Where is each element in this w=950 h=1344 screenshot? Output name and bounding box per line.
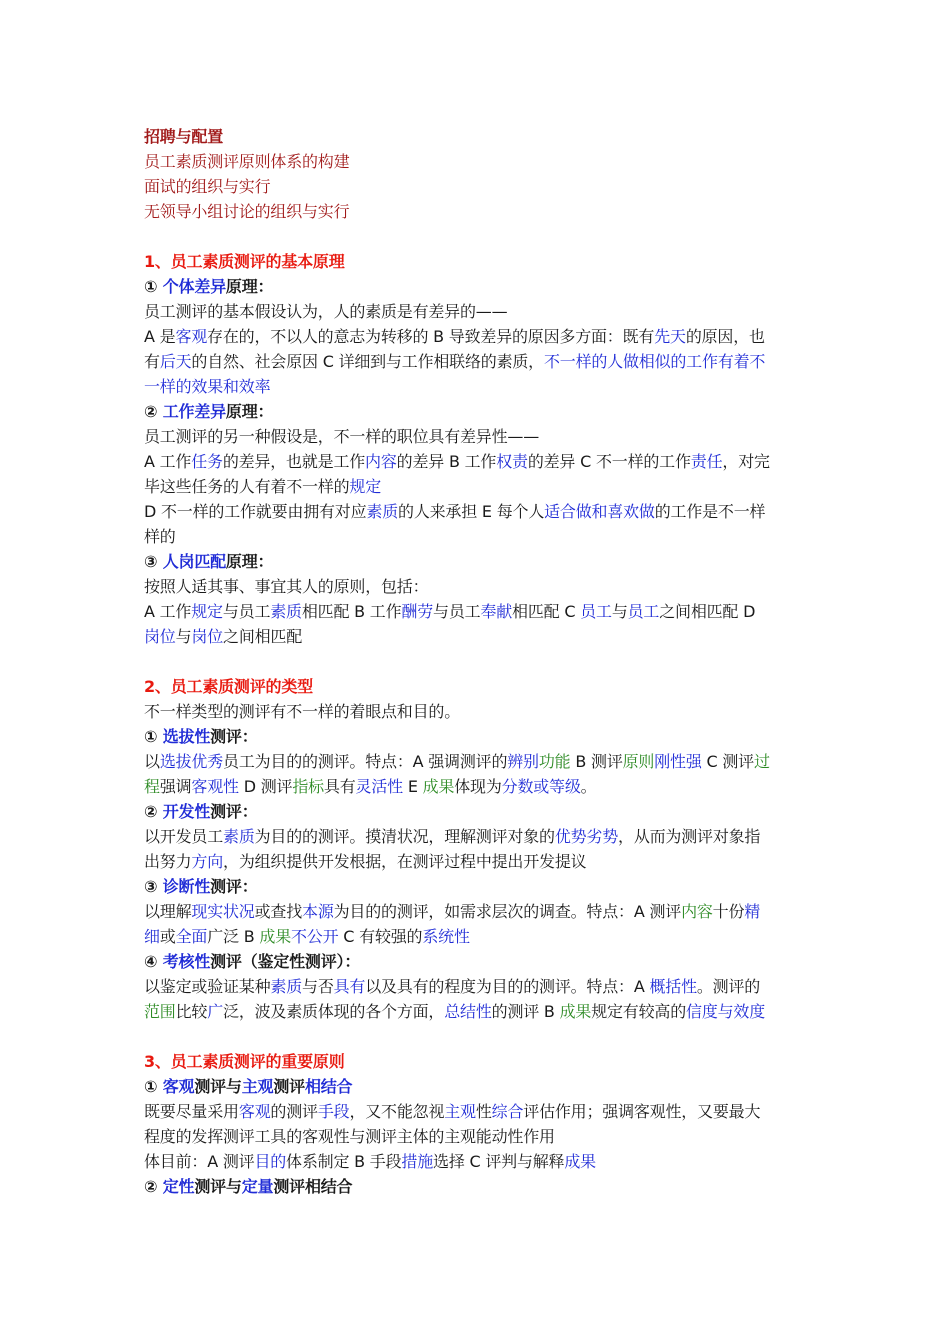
keyword-blue: 任务 bbox=[191, 452, 223, 471]
text-segment: 测评与 bbox=[194, 1177, 242, 1196]
text-line bbox=[144, 449, 812, 474]
text-segment: 。测评的 bbox=[696, 977, 761, 996]
text-segment: C 测评 bbox=[701, 752, 754, 771]
text-segment: 毕这些任务的人有着不一样的 bbox=[144, 477, 350, 496]
text-segment: 测评 bbox=[273, 1077, 305, 1096]
keyword-blue: 适合做和喜欢做 bbox=[544, 502, 655, 521]
text-segment: 的原因，也 bbox=[685, 327, 765, 346]
text-segment: 广泛 B bbox=[207, 927, 260, 946]
text-segment: 的差异，也就是工作 bbox=[222, 452, 366, 471]
keyword-blue: 分数或等级 bbox=[501, 777, 581, 796]
text-segment: ② bbox=[144, 402, 163, 421]
keyword-blue: 细 bbox=[144, 927, 160, 946]
keyword-blue: 具有 bbox=[333, 977, 366, 996]
section-heading: 2、员工素质测评的类型 bbox=[144, 677, 313, 696]
text-segment: ，从而为测评对象指 bbox=[618, 827, 761, 846]
toc-item: 无领导小组讨论的组织与实行 bbox=[144, 202, 350, 221]
keyword-blue: 先天 bbox=[654, 327, 686, 346]
text-segment: 的工作是不一样 bbox=[654, 502, 766, 521]
keyword-green: 原则 bbox=[622, 752, 655, 771]
text-line bbox=[144, 724, 812, 749]
text-segment: 的测评 B bbox=[491, 1002, 560, 1021]
text-segment: 员工为目的的测评。特点：A 强调测评的 bbox=[223, 752, 508, 771]
text-segment: 测评相结合 bbox=[273, 1177, 353, 1196]
text-segment: 员工测评的另一种假设是，不一样的职位具有差异性—— bbox=[144, 427, 540, 446]
keyword-blue: 主观 bbox=[444, 1102, 476, 1121]
text-segment: ，对完 bbox=[722, 452, 770, 471]
text-segment: 既要尽量采用 bbox=[144, 1102, 239, 1121]
keyword-blue: 辨别 bbox=[507, 752, 539, 771]
keyword-blue: 广 bbox=[207, 1002, 224, 1021]
text-segment: 的自然、社会原因 C 详细到与工作相联络的素质， bbox=[191, 352, 544, 371]
keyword-green: 功能 bbox=[538, 752, 571, 771]
keyword-green: 成果 bbox=[559, 1002, 592, 1021]
text-segment: 按照人适其事、事宜其人的原则，包括： bbox=[144, 577, 429, 596]
text-segment: A 工作 bbox=[144, 452, 192, 471]
text-line bbox=[144, 949, 812, 974]
text-segment: 存在的，不以人的意志为转移的 B 导致差异的原因多方面：既有 bbox=[207, 327, 655, 346]
text-segment: D 测评 bbox=[238, 777, 293, 796]
section-heading: 3、员工素质测评的重要原则 bbox=[144, 1052, 345, 1071]
text-segment: A 工作 bbox=[144, 602, 192, 621]
keyword-blue: 主观 bbox=[241, 1077, 274, 1096]
text-segment: 之间相匹配 bbox=[223, 627, 303, 646]
text-segment: 以理解 bbox=[144, 902, 192, 921]
keyword-blue: 素质 bbox=[366, 502, 399, 521]
keyword-blue: 岗位 bbox=[144, 627, 176, 646]
keyword-blue: 方向 bbox=[191, 852, 224, 871]
keyword-blue: 成果 bbox=[564, 1152, 596, 1171]
text-line bbox=[144, 599, 812, 624]
text-segment: 规定有较高的 bbox=[591, 1002, 687, 1021]
keyword-blue: 概括性 bbox=[649, 977, 697, 996]
text-segment: 原理： bbox=[225, 402, 274, 421]
text-line bbox=[144, 549, 812, 574]
text-segment: 以鉴定或验证某种 bbox=[144, 977, 271, 996]
text-line bbox=[144, 374, 812, 399]
keyword-blue: 不公开 bbox=[291, 927, 339, 946]
text-segment: 与员工 bbox=[433, 602, 481, 621]
text-line bbox=[144, 874, 812, 899]
text-segment: 为目的的测评。摸清状况，理解测评对象的 bbox=[254, 827, 555, 846]
keyword-blue: 个体差异 bbox=[162, 277, 226, 296]
keyword-blue: 奉献 bbox=[480, 602, 513, 621]
text-segment: 相匹配 B 工作 bbox=[301, 602, 402, 621]
text-segment: 测评： bbox=[210, 727, 258, 746]
text-line bbox=[144, 624, 812, 649]
text-segment: 原理： bbox=[225, 552, 274, 571]
keyword-blue: 定量 bbox=[241, 1177, 274, 1196]
text-segment: 与 bbox=[611, 602, 628, 621]
text-segment: ，为组织提供开发根据，在测评过程中提出开发提议 bbox=[223, 852, 587, 871]
keyword-blue: 工作差异 bbox=[162, 402, 226, 421]
keyword-blue: 规定 bbox=[349, 477, 382, 496]
keyword-blue: 目的 bbox=[254, 1152, 287, 1171]
keyword-blue: 选拔性 bbox=[162, 727, 211, 746]
keyword-blue: 优势劣势 bbox=[554, 827, 619, 846]
text-segment: 测评： bbox=[210, 802, 258, 821]
text-segment: 体目前：A 测评 bbox=[144, 1152, 255, 1171]
keyword-blue: 后天 bbox=[159, 352, 192, 371]
text-line bbox=[144, 1074, 812, 1099]
toc-title: 招聘与配置 bbox=[144, 127, 224, 146]
text-segment: 的差异 B 工作 bbox=[396, 452, 497, 471]
keyword-blue: 不一样的人做相似的工作有着不 bbox=[543, 352, 766, 371]
keyword-blue: 总结性 bbox=[444, 1002, 492, 1021]
text-segment: 员工测评的基本假设认为，人的素质是有差异的—— bbox=[144, 302, 508, 321]
keyword-green: 成果 bbox=[422, 777, 455, 796]
text-line bbox=[144, 1149, 812, 1174]
keyword-blue: 诊断性 bbox=[162, 877, 211, 896]
keyword-blue: 本源 bbox=[302, 902, 334, 921]
text-line bbox=[144, 999, 812, 1024]
text-line bbox=[144, 524, 812, 549]
text-line bbox=[144, 974, 812, 999]
section-heading: 1、员工素质测评的基本原理 bbox=[144, 252, 345, 271]
text-segment: 十份 bbox=[712, 902, 745, 921]
text-line bbox=[144, 849, 812, 874]
keyword-blue: 考核性 bbox=[162, 952, 211, 971]
text-segment: 程度的发挥测评工具的客观性与测评主体的主观能动性作用 bbox=[144, 1127, 555, 1146]
document-content bbox=[144, 124, 812, 1199]
text-segment: ，又不能忽视 bbox=[349, 1102, 445, 1121]
text-segment: 或查找 bbox=[254, 902, 303, 921]
text-segment: A 是 bbox=[144, 327, 176, 346]
keyword-blue: 人岗匹配 bbox=[162, 552, 226, 571]
text-segment: 有 bbox=[144, 352, 160, 371]
keyword-blue: 灵活性 bbox=[355, 777, 403, 796]
keyword-blue: 员工 bbox=[627, 602, 660, 621]
text-segment: 之间相匹配 D bbox=[659, 602, 756, 621]
keyword-blue: 员工 bbox=[580, 602, 612, 621]
text-segment: 的测评 bbox=[270, 1102, 318, 1121]
text-segment: 测评（鉴定性测评）： bbox=[210, 952, 361, 971]
text-segment: ① bbox=[144, 1077, 163, 1096]
keyword-blue: 全面 bbox=[175, 927, 208, 946]
keyword-blue: 措施 bbox=[401, 1152, 434, 1171]
text-segment: D 不一样的工作就要由拥有对应 bbox=[144, 502, 367, 521]
keyword-blue: 选拔优秀 bbox=[159, 752, 224, 771]
text-segment: B 测评 bbox=[570, 752, 623, 771]
text-line bbox=[144, 899, 812, 924]
text-line bbox=[144, 299, 812, 324]
text-line bbox=[144, 324, 812, 349]
text-segment: ④ bbox=[144, 952, 163, 971]
text-segment: 与 bbox=[175, 627, 192, 646]
keyword-blue: 手段 bbox=[317, 1102, 350, 1121]
text-line bbox=[144, 349, 812, 374]
text-line bbox=[144, 1124, 812, 1149]
text-segment: 测评： bbox=[210, 877, 258, 896]
text-line bbox=[144, 749, 812, 774]
text-segment: 强调 bbox=[159, 777, 192, 796]
text-segment: ③ bbox=[144, 552, 163, 571]
keyword-blue: 开发性 bbox=[162, 802, 211, 821]
text-segment: E bbox=[402, 777, 423, 796]
text-segment: 体系制定 B 手段 bbox=[286, 1152, 402, 1171]
text-segment: ③ bbox=[144, 877, 163, 896]
text-line bbox=[144, 399, 812, 424]
text-line bbox=[144, 824, 812, 849]
keyword-blue: 精 bbox=[744, 902, 761, 921]
keyword-blue: 相结合 bbox=[304, 1077, 353, 1096]
keyword-blue: 客观 bbox=[238, 1102, 271, 1121]
text-segment: 以 bbox=[144, 752, 160, 771]
section-spacer bbox=[144, 224, 812, 249]
text-segment: 或 bbox=[159, 927, 176, 946]
keyword-blue: 刚性强 bbox=[654, 752, 702, 771]
text-segment: 具有 bbox=[323, 777, 356, 796]
keyword-green: 指标 bbox=[292, 777, 324, 796]
text-segment: ② bbox=[144, 802, 163, 821]
keyword-green: 内容 bbox=[681, 902, 713, 921]
text-line bbox=[144, 474, 812, 499]
text-segment: 为目的的测评，如需求层次的调查。特点：A 测评 bbox=[333, 902, 682, 921]
keyword-green: 成果 bbox=[259, 927, 291, 946]
text-line bbox=[144, 499, 812, 524]
text-line bbox=[144, 799, 812, 824]
keyword-green: 过 bbox=[754, 752, 770, 771]
text-segment: 以开发员工 bbox=[144, 827, 224, 846]
text-segment: 评估作用；强调客观性，又要最大 bbox=[523, 1102, 761, 1121]
keyword-blue: 现实状况 bbox=[191, 902, 255, 921]
text-segment: C 有较强的 bbox=[338, 927, 423, 946]
text-segment: 的差异 C 不一样的工作 bbox=[527, 452, 691, 471]
keyword-blue: 规定 bbox=[191, 602, 223, 621]
keyword-blue: 岗位 bbox=[191, 627, 224, 646]
text-segment: 的人来承担 E 每个人 bbox=[398, 502, 545, 521]
text-segment: ① bbox=[144, 727, 163, 746]
text-segment: 泛，波及素质体现的各个方面， bbox=[223, 1002, 445, 1021]
keyword-blue: 客观性 bbox=[191, 777, 239, 796]
text-segment: 不一样类型的测评有不一样的着眼点和目的。 bbox=[144, 702, 461, 721]
keyword-blue: 定性 bbox=[162, 1177, 195, 1196]
keyword-blue: 客观 bbox=[175, 327, 208, 346]
text-segment: 与否 bbox=[302, 977, 334, 996]
text-segment: 出努力 bbox=[144, 852, 192, 871]
text-segment: 原理： bbox=[225, 277, 274, 296]
text-segment: 比较 bbox=[175, 1002, 208, 1021]
text-segment: 与员工 bbox=[222, 602, 271, 621]
keyword-blue: 素质 bbox=[223, 827, 255, 846]
text-segment: 。 bbox=[580, 777, 597, 796]
text-line bbox=[144, 924, 812, 949]
keyword-blue: 综合 bbox=[491, 1102, 524, 1121]
text-line bbox=[144, 699, 812, 724]
text-line bbox=[144, 1099, 812, 1124]
section-spacer bbox=[144, 1024, 812, 1049]
keyword-blue: 信度与效度 bbox=[686, 1002, 766, 1021]
text-line bbox=[144, 1174, 812, 1199]
toc-item: 面试的组织与实行 bbox=[144, 177, 271, 196]
text-segment: ① bbox=[144, 277, 163, 296]
text-line bbox=[144, 774, 812, 799]
text-segment: 测评与 bbox=[194, 1077, 242, 1096]
keyword-blue: 素质 bbox=[270, 602, 302, 621]
keyword-green: 范围 bbox=[144, 1002, 176, 1021]
section-spacer bbox=[144, 649, 812, 674]
keyword-blue: 素质 bbox=[270, 977, 303, 996]
text-segment: ② bbox=[144, 1177, 163, 1196]
text-segment: 以及具有的程度为目的的测评。特点：A bbox=[365, 977, 650, 996]
keyword-blue: 内容 bbox=[365, 452, 397, 471]
keyword-blue: 酬劳 bbox=[401, 602, 434, 621]
text-segment: 样的 bbox=[144, 527, 176, 546]
keyword-blue: 客观 bbox=[162, 1077, 195, 1096]
keyword-blue: 权责 bbox=[496, 452, 528, 471]
text-segment: 体现为 bbox=[454, 777, 502, 796]
text-line bbox=[144, 574, 812, 599]
keyword-blue: 系统性 bbox=[422, 927, 470, 946]
keyword-green: 程 bbox=[144, 777, 160, 796]
text-line bbox=[144, 274, 812, 299]
toc-item: 员工素质测评原则体系的构建 bbox=[144, 152, 350, 171]
text-line bbox=[144, 424, 812, 449]
keyword-blue: 责任 bbox=[690, 452, 723, 471]
text-segment: 选择 C 评判与解释 bbox=[433, 1152, 565, 1171]
text-segment: 相匹配 C bbox=[512, 602, 581, 621]
text-segment: 性 bbox=[475, 1102, 492, 1121]
keyword-blue: 一样的效果和效率 bbox=[144, 377, 271, 396]
